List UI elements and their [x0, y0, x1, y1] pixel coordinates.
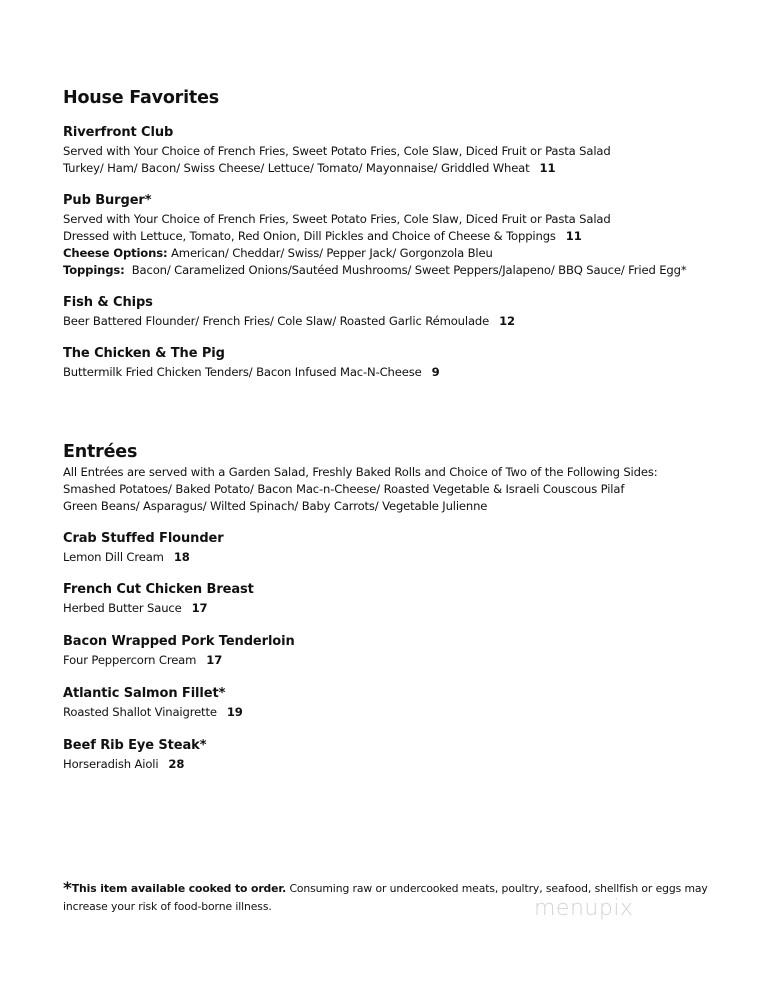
item-desc-text: Beer Battered Flounder/ French Fries/ Cole Slaw/ Roasted Garlic Rémoulade: [63, 314, 490, 328]
item-name-pub-burger: Pub Burger*: [63, 193, 152, 208]
item-desc-pork-tenderloin: [63, 653, 222, 667]
item-desc-text: Roasted Shallot Vinaigrette: [63, 705, 217, 719]
item-desc-text: Lemon Dill Cream: [63, 550, 164, 564]
item-name-french-cut-chicken: French Cut Chicken Breast: [63, 582, 254, 597]
item-desc-pub-burger-dressing: [63, 229, 582, 243]
item-desc-crab-stuffed-flounder: [63, 550, 190, 564]
entrees-intro-line-1: All Entrées are served with a Garden Salad, Freshly Baked Rolls and Choice of Two of the Following Sides:: [63, 465, 658, 479]
item-desc-text: Horseradish Aioli: [63, 757, 159, 771]
footnote-text: Consuming raw or undercooked meats, poultry, seafood, shellfish or eggs may increase your risk of food-borne illness.: [63, 882, 708, 913]
item-price-riverfront-club: 11: [539, 161, 556, 175]
cheese-options-text: American/ Cheddar/ Swiss/ Pepper Jack/ Gorgonzola Bleu: [171, 246, 493, 260]
item-desc-text: Four Peppercorn Cream: [63, 653, 197, 667]
item-desc-text: Herbed Butter Sauce: [63, 601, 182, 615]
item-desc-riverfront-club-sides: Served with Your Choice of French Fries, Sweet Potato Fries, Cole Slaw, Diced Fruit or Pasta Salad: [63, 144, 611, 158]
item-price-fish-chips: 12: [499, 314, 515, 328]
item-desc-pub-burger-sides: Served with Your Choice of French Fries, Sweet Potato Fries, Cole Slaw, Diced Fruit or Pasta Salad: [63, 212, 611, 226]
item-name-fish-chips: Fish & Chips: [63, 295, 153, 310]
item-name-salmon-fillet: Atlantic Salmon Fillet*: [63, 686, 226, 701]
item-desc-salmon-fillet: [63, 705, 243, 719]
item-name-pork-tenderloin: Bacon Wrapped Pork Tenderloin: [63, 634, 295, 649]
section-title-entrees: Entrées: [63, 442, 138, 462]
toppings-text: Bacon/ Caramelized Onions/Sautéed Mushrooms/ Sweet Peppers/Jalapeno/ BBQ Sauce/ Fried Egg*: [131, 263, 687, 277]
item-desc-chicken-pig: [63, 365, 440, 379]
footnote-asterisk: *: [63, 879, 72, 899]
item-price-salmon-fillet: 19: [226, 705, 243, 719]
item-price-rib-eye-steak: 28: [168, 757, 185, 771]
item-price-pub-burger: 11: [565, 229, 582, 243]
item-desc-text: Buttermilk Fried Chicken Tenders∕ Bacon Infused Mac-N-Cheese: [63, 365, 422, 379]
item-name-rib-eye-steak: Beef Rib Eye Steak*: [63, 738, 207, 753]
pub-burger-toppings: [63, 263, 686, 277]
item-price-french-cut-chicken: 17: [191, 601, 208, 615]
item-name-chicken-pig: The Chicken & The Pig: [63, 346, 225, 361]
item-price-pork-tenderloin: 17: [206, 653, 223, 667]
cheese-options-label: Cheese Options:: [63, 246, 168, 260]
item-desc-french-cut-chicken: [63, 601, 207, 615]
toppings-label: Toppings:: [63, 263, 125, 277]
entrees-intro-line-3: Green Beans/ Asparagus/ Wilted Spinach/ Baby Carrots/ Vegetable Julienne: [63, 499, 488, 513]
item-desc-text: Turkey/ Ham/ Bacon/ Swiss Cheese/ Lettuce/ Tomato/ Mayonnaise/ Griddled Wheat: [63, 161, 530, 175]
item-name-crab-stuffed-flounder: Crab Stuffed Flounder: [63, 531, 224, 546]
section-title-house-favorites: House Favorites: [63, 88, 219, 108]
item-desc-rib-eye-steak: [63, 757, 184, 771]
item-price-crab-stuffed-flounder: 18: [173, 550, 190, 564]
item-desc-riverfront-club-ingredients: [63, 161, 555, 175]
footnote-bold-text: This item available cooked to order.: [71, 882, 287, 895]
entrees-intro-line-2: Smashed Potatoes/ Baked Potato/ Bacon Mac-n-Cheese/ Roasted Vegetable & Israeli Couscous Pilaf: [63, 482, 625, 496]
pub-burger-cheese-options: [63, 246, 493, 260]
item-price-chicken-pig: 9: [431, 365, 440, 379]
item-desc-fish-chips: [63, 314, 515, 328]
menupix-watermark: menupix: [534, 896, 634, 921]
item-desc-text: Dressed with Lettuce, Tomato, Red Onion, Dill Pickles and Choice of Cheese & Toppings: [63, 229, 556, 243]
item-name-riverfront-club: Riverfront Club: [63, 125, 174, 140]
